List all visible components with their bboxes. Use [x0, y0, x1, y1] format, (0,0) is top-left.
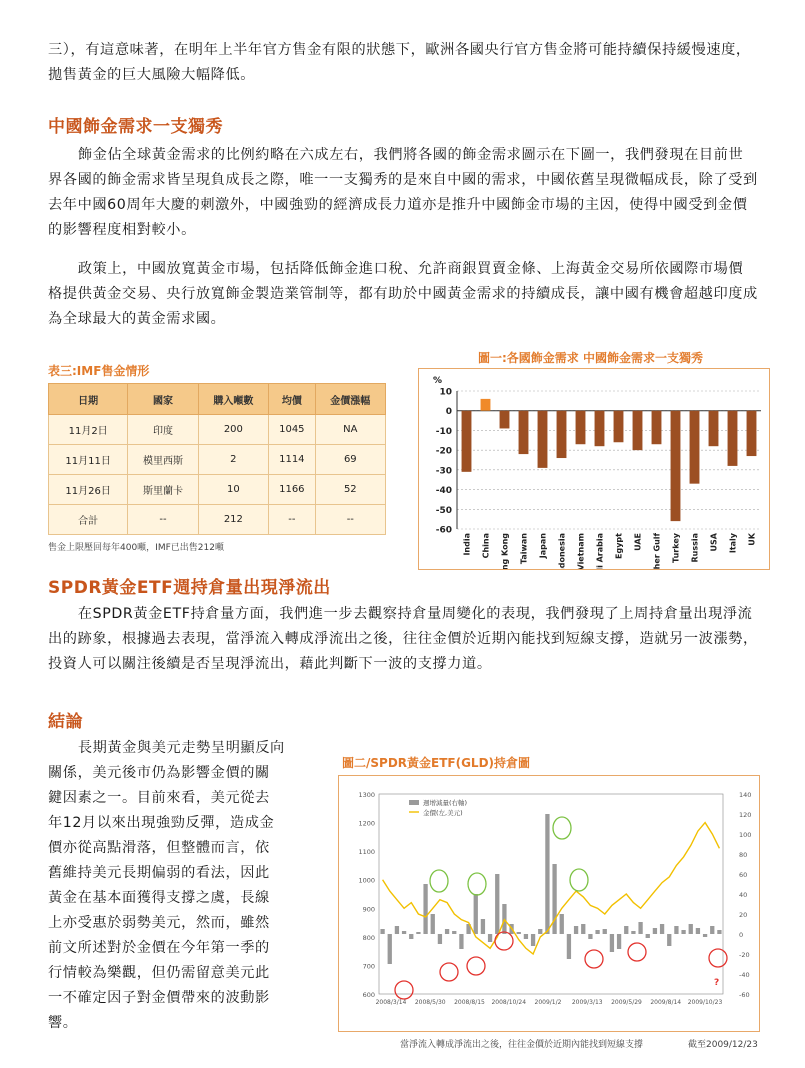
conclusion-line: 上亦受惠於弱勢美元，然而，雖然	[48, 915, 270, 931]
chart2-bar	[395, 926, 399, 934]
table-cell: NA	[315, 415, 385, 445]
chart2-bar	[610, 934, 614, 952]
chart2-green-highlight	[570, 869, 588, 891]
conclusion-line: 前文所述對於金價在今年第一季的	[48, 940, 270, 956]
chart1-x-tick-label: India	[462, 533, 472, 556]
chart2-right-tick-label: 40	[739, 891, 748, 899]
chart2-bar	[402, 931, 406, 934]
conclusion-text	[48, 736, 318, 1036]
chart2-bar	[552, 864, 556, 934]
chart1-x-tick-label: China	[481, 533, 491, 559]
chart2-bar	[703, 934, 707, 937]
chart1-x-tick-label: Taiwan	[519, 533, 529, 565]
chart2-footnote: 當淨流入轉成淨流出之後，往往金價於近期內能找到短線支撐	[400, 1040, 644, 1050]
chart2-bar	[416, 932, 420, 934]
chart2-plot-border	[379, 794, 723, 994]
chart2-bar	[581, 924, 585, 934]
chart2-bar	[646, 934, 650, 938]
chart2-bar	[660, 924, 664, 934]
chart2-right-tick-label: 0	[739, 931, 744, 939]
chart2-bar	[488, 934, 492, 942]
table-cell: 11月11日	[49, 445, 128, 475]
table-cell: 2	[198, 445, 268, 475]
table-header-cell: 購入噸數	[198, 384, 268, 415]
imf-gold-sale-table	[48, 383, 386, 535]
table-cell: 69	[315, 445, 385, 475]
table3-note: 售金上限壓回每年400噸，IMF已出售212噸	[48, 543, 224, 553]
chart2-x-tick-label: 2009/5/29	[611, 999, 642, 1006]
chart1-y-tick-label: -30	[435, 466, 452, 477]
chart2-bar	[617, 934, 621, 949]
conclusion-line: 關係，美元後市仍為影響金價的關	[48, 765, 270, 781]
chart1-y-tick-label: 0	[445, 407, 452, 418]
chart2-left-tick-label: 700	[362, 962, 375, 971]
chart2-left-tick-label: 1200	[358, 819, 375, 828]
chart2-right-tick-label: -20	[739, 951, 750, 959]
chart2-x-tick-label: 2009/3/13	[571, 999, 603, 1006]
conclusion-line: 鍵因素之一。目前來看，美元從去	[48, 790, 270, 806]
chart2-red-highlight	[709, 949, 727, 967]
chart2-left-tick-label: 900	[362, 905, 375, 914]
chart2-right-tick-label: 80	[739, 851, 748, 859]
table-cell: 200	[198, 415, 268, 445]
chart1-y-tick-label: -40	[435, 486, 452, 497]
chart1-bar	[557, 411, 567, 458]
conclusion-line: 價亦從高點滑落，但整體而言，依	[48, 840, 270, 856]
chart1-x-tick-label: UAE	[633, 533, 643, 551]
table-cell: 11月26日	[49, 475, 128, 505]
chart2-bar	[674, 926, 678, 934]
chart2-x-tick-label: 2009/1/2	[534, 999, 562, 1006]
conclusion-line: 年12月以來出現強勁反彈，造成金	[48, 815, 275, 831]
table-row	[49, 445, 386, 475]
table-cell: 模里西斯	[128, 445, 198, 475]
chart2-x-tick-label: 2008/3/14	[375, 999, 407, 1006]
chart2-right-tick-label: -40	[739, 971, 750, 979]
conclusion-line: 黃金在基本面獲得支撐之虞，長線	[48, 890, 270, 906]
table-cell: 1045	[269, 415, 316, 445]
table-row	[49, 475, 386, 505]
chart2-frame	[338, 775, 760, 1032]
jewelry-demand-bar-chart	[419, 369, 769, 569]
chart2-caption: 圖二/SPDR黃金ETF(GLD)持倉圖	[342, 756, 531, 770]
chart2-question-mark: ?	[714, 978, 720, 988]
chart2-bar	[603, 929, 607, 934]
chart1-x-tick-label: Egypt	[614, 533, 624, 559]
chart2-bar	[588, 934, 592, 939]
section-heading-spdr: SPDR黃金ETF週持倉量出現淨流出	[48, 578, 331, 598]
chart2-bar	[423, 884, 427, 934]
chart2-x-tick-label: 2008/5/30	[414, 999, 446, 1006]
chart2-right-tick-label: 120	[739, 811, 752, 819]
chart2-bar	[667, 934, 671, 946]
chart2-bar	[409, 934, 413, 939]
chart2-left-tick-label: 1000	[358, 876, 375, 885]
chart2-bar	[431, 914, 435, 934]
table3-title: 表三:IMF售金情形	[48, 364, 150, 378]
table-cell: 10	[198, 475, 268, 505]
table-cell: 11月2日	[49, 415, 128, 445]
chart2-green-highlight	[430, 870, 448, 892]
spdr-holdings-chart	[339, 776, 759, 1031]
table-header-cell: 國家	[128, 384, 198, 415]
chart2-bar	[438, 934, 442, 944]
table-header-cell: 日期	[49, 384, 128, 415]
chart2-right-tick-label: 100	[739, 831, 752, 839]
section-heading-china-jewelry: 中國飾金需求一支獨秀	[48, 117, 223, 137]
conclusion-line: 長期黃金與美元走勢呈明顯反向	[77, 740, 285, 756]
chart1-y-tick-label: -50	[435, 505, 452, 516]
chart1-x-tick-label: Turkey	[671, 533, 681, 563]
chart2-bar	[567, 934, 571, 959]
chart2-bar	[524, 934, 528, 939]
chart2-bar	[717, 930, 721, 934]
chart1-bar	[747, 411, 757, 456]
chart2-green-highlight	[553, 817, 571, 839]
chart2-bar	[638, 922, 642, 934]
chart2-x-tick-label: 2009/8/14	[650, 999, 682, 1006]
conclusion-line: 舊維持美元長期偏弱的看法，因此	[48, 865, 270, 881]
chart2-bar	[689, 924, 693, 934]
chart2-red-highlight	[628, 943, 646, 961]
chart1-bar	[709, 411, 719, 446]
chart1-y-tick-label: -20	[435, 446, 452, 457]
section2-paragraph: 在SPDR黃金ETF持倉量方面，我們進一步去觀察持倉量周變化的表現，我們發現了上周持倉量出現淨流出的跡象，根據過去表現，當淨流入轉成淨流出之後，往往金價於近期內能找到短線支撐，造就另一波漲勢，投資人可以關注後續是否呈現淨流出，藉此判斷下一波的支撐力道。	[48, 606, 758, 672]
chart2-x-tick-label: 2008/8/15	[454, 999, 485, 1006]
chart1-y-tick-label: -10	[435, 426, 452, 437]
chart2-right-tick-label: -60	[739, 991, 750, 999]
chart1-bar	[595, 411, 605, 446]
chart2-bar	[495, 874, 499, 934]
chart2-bar	[545, 814, 549, 934]
chart2-bar	[517, 932, 521, 934]
chart2-green-highlight	[468, 873, 486, 895]
table-header-cell: 金價漲幅	[315, 384, 385, 415]
chart2-bar	[653, 928, 657, 934]
table-cell: 1166	[269, 475, 316, 505]
chart1-bar	[538, 411, 548, 468]
chart2-right-tick-label: 20	[739, 911, 748, 919]
table-cell: 1114	[269, 445, 316, 475]
chart2-bar	[624, 926, 628, 934]
chart2-left-tick-label: 1100	[358, 848, 375, 857]
chart2-legend-bar-swatch	[409, 800, 419, 805]
chart1-bar	[652, 411, 662, 445]
chart1-x-tick-label: USA	[709, 533, 719, 552]
table-cell: 印度	[128, 415, 198, 445]
chart2-bar	[445, 929, 449, 934]
chart2-date-note: 截至2009/12/23	[688, 1040, 758, 1050]
chart1-bar	[690, 411, 700, 484]
chart2-bar	[595, 930, 599, 934]
chart1-x-tick-label: Vietnam	[576, 533, 586, 569]
chart1-x-tick-label: Hong Kong	[500, 533, 510, 569]
section-heading-conclusion: 結論	[48, 712, 83, 732]
chart2-bar	[531, 934, 535, 946]
chart2-left-tick-label: 600	[362, 991, 375, 999]
chart2-bar	[481, 919, 485, 934]
chart2-bar	[560, 914, 564, 934]
chart2-bar	[574, 926, 578, 934]
chart1-bar	[481, 399, 491, 411]
table-row	[49, 415, 386, 445]
chart1-x-tick-label: Russia	[690, 533, 700, 563]
chart2-legend-line-label: 金價(左,美元)	[423, 809, 463, 817]
chart1-frame	[418, 368, 770, 570]
chart1-x-tick-label: UK	[747, 533, 757, 546]
chart2-bar	[681, 930, 685, 934]
conclusion-line: 響。	[48, 1015, 78, 1031]
chart1-bar	[614, 411, 624, 443]
section1-paragraph-2: 政策上，中國放寬黃金市場，包括降低飾金進口稅、允許商銀買賣金條、上海黃金交易所依國際市場價格提供黃金交易、央行放寬飾金製造業管制等，都有助於中國黃金需求的持續成長，讓中國有機會超越印度成為全球最大的黃金需求國。	[48, 261, 758, 327]
table-header-row	[49, 384, 386, 415]
chart2-right-tick-label: 140	[739, 791, 752, 799]
chart1-bar	[671, 411, 681, 521]
chart1-x-tick-label: Other Gulf	[652, 533, 662, 569]
table-cell: --	[315, 505, 385, 535]
chart2-red-highlight	[585, 950, 603, 968]
chart1-y-tick-label: 10	[439, 387, 452, 398]
chart1-x-tick-label: Japan	[538, 533, 548, 559]
chart1-caption: 圖一:各國飾金需求 中國飾金需求一支獨秀	[478, 351, 703, 365]
chart2-bar	[388, 934, 392, 964]
chart2-x-tick-label: 2008/10/24	[491, 999, 527, 1006]
chart1-bar	[462, 411, 472, 472]
chart2-bar	[710, 926, 714, 934]
chart1-y-unit: %	[433, 376, 443, 386]
intro-paragraph: 三），有這意味著，在明年上半年官方售金有限的狀態下，歐洲各國央行官方售金將可能持續保持緩慢速度，拋售黃金的巨大風險大幅降低。	[48, 42, 751, 83]
conclusion-line: 行情較為樂觀，但仍需留意美元此	[48, 965, 270, 981]
chart1-y-tick-label: -60	[435, 525, 452, 536]
chart2-left-tick-label: 800	[362, 933, 375, 942]
chart2-bar	[380, 929, 384, 934]
chart2-bar	[538, 929, 542, 934]
section1-paragraph-1: 飾金佔全球黃金需求的比例約略在六成左右，我們將各國的飾金需求圖示在下圖一，我們發現在目前世界各國的飾金需求皆呈現負成長之際，唯一一支獨秀的是來自中國的需求，中國依舊呈現微幅成長，除了受到去年中國60周年大慶的刺激外，中國強勁的經濟成長力道亦是推升中國飾金市場的主因，使得中國受到金價的影響程度相對較小。	[48, 147, 758, 238]
chart2-bar	[459, 934, 463, 949]
chart1-bar	[576, 411, 586, 445]
chart1-bar	[500, 411, 510, 429]
chart2-bar	[474, 894, 478, 934]
chart2-red-highlight	[495, 932, 513, 950]
table-cell: 合計	[49, 505, 128, 535]
chart2-right-tick-label: 60	[739, 871, 748, 879]
chart1-bar	[519, 411, 529, 454]
chart1-bar	[728, 411, 738, 466]
chart2-legend-bar-label: 週增減量(右軸)	[423, 799, 468, 807]
chart1-x-tick-label: Italy	[728, 533, 738, 554]
chart2-bar	[452, 931, 456, 934]
table-cell: --	[269, 505, 316, 535]
chart2-bar	[696, 928, 700, 934]
chart1-bar	[633, 411, 643, 450]
chart2-x-tick-label: 2009/10/23	[687, 999, 723, 1006]
table-row	[49, 505, 386, 535]
chart2-left-tick-label: 1300	[358, 791, 375, 799]
chart2-red-highlight	[467, 957, 485, 975]
chart1-x-tick-label: Saudi Arabia	[595, 533, 605, 569]
table-header-cell: 均價	[269, 384, 316, 415]
table-cell: --	[128, 505, 198, 535]
table-cell: 斯里蘭卡	[128, 475, 198, 505]
conclusion-line: 一不確定因子對金價帶來的波動影	[48, 990, 270, 1006]
chart1-x-tick-label: Indonesia	[557, 533, 567, 569]
chart2-red-highlight	[440, 963, 458, 981]
table-cell: 52	[315, 475, 385, 505]
table-cell: 212	[198, 505, 268, 535]
chart2-red-highlight	[395, 981, 413, 999]
chart2-bar	[631, 931, 635, 934]
